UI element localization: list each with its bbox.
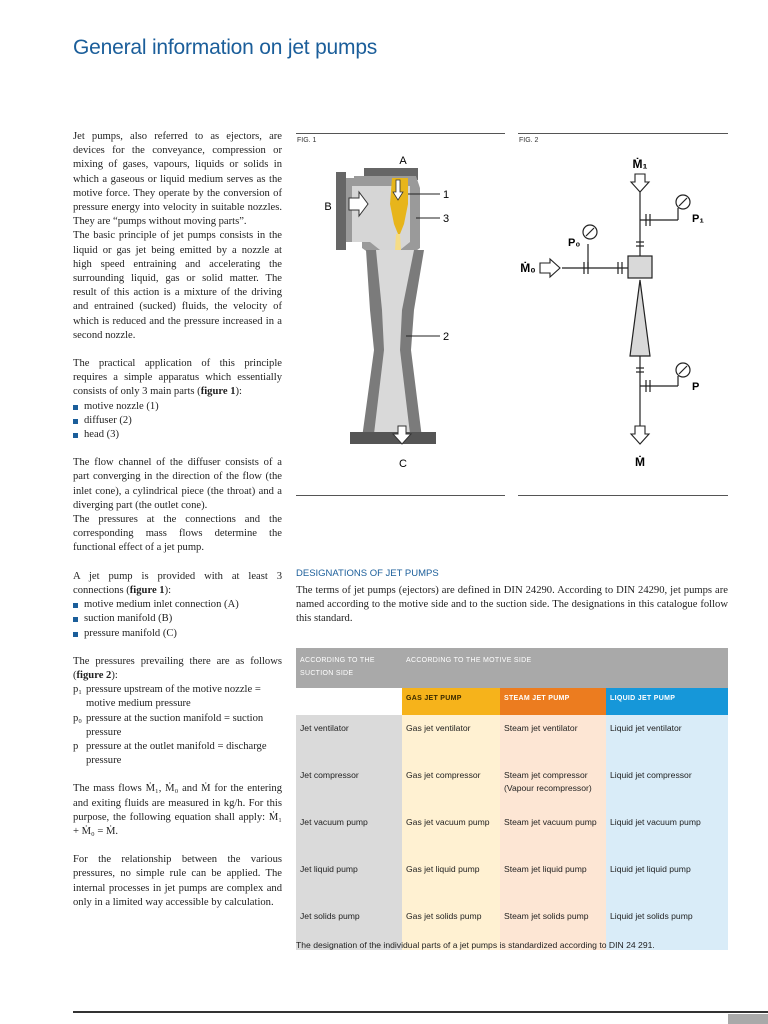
designations-table [296,648,728,950]
table-cell: Liquid jet ventilator [606,715,728,762]
blank-cell [296,688,402,715]
table-cell: Liquid jet solids pump [606,903,728,950]
label-m1: Ṁ₁ [632,157,648,171]
flow-channel-paragraph: The flow channel of the diffuser consists of a part converging in the direction of the flow (the inlet cone), a cylindrical piece (the throat) and a diverging part (the outlet cone). [73,457,282,511]
diffuser-symbol [630,280,650,356]
page-corner-tab [728,1014,768,1024]
col-steam-jet-pump: STEAM JET PUMP [500,688,606,715]
col-liquid-jet-pump: LIQUID JET PUMP [606,688,728,715]
designations-heading: DESIGNATIONS OF JET PUMPS [296,568,439,579]
intro-paragraph: Jet pumps, also referred to as ejectors, are devices for the conveyance, compression or mixing of gases, vapours, liquids or solids in which a gaseous or liquid medium serves as the motive force. They operate by the conversion of pressure energy into velocity in suitable nozzles. They are “pumps without moving parts”. [73,131,282,228]
connections-list [73,598,282,641]
principle-paragraph: The basic principle of jet pumps consists in the liquid or gas jet being emitted by a nozzle at high speed entraining and accelerating the surrounding liquid, gas or solid matter. The result of this action is a mixture of the driving and entrained (sucked) fluids, the velocity of which is reduced and the pressure increased in a second nozzle. [73,230,282,341]
fig2-label: FIG. 2 [519,137,539,144]
relationship-paragraph: For the relationship between the various pressures, no simple rule can be applied. The internal processes in jet pumps are complex and only in a limited way accessible by calculation. [73,854,282,908]
table-cell: Steam jet vacuum pump [500,809,606,856]
table-cell: Steam jet ventilator [500,715,606,762]
m1-arrow-icon [631,174,649,192]
table-cell: Liquid jet vacuum pump [606,809,728,856]
footer-rule [73,1011,768,1013]
table-cell: Gas jet vacuum pump [402,809,500,856]
table-cell: Gas jet solids pump [402,903,500,950]
fig1-top-rule [296,133,505,134]
label-3: 3 [443,213,450,225]
pressure-definition: p pressure at the outlet manifold = discharge pressure [73,740,267,767]
suction-flange [336,172,346,250]
label-p1: P₁ [692,213,704,225]
intro-text-column [73,130,282,910]
list-item: suction manifold (B) [73,612,282,626]
designations-text: The terms of jet pumps (ejectors) are defined in DIN 24290. According to DIN 24290, jet pumps are named according to the motive side and to the suction side. The designations in this catalogue follow this standard. [296,585,728,625]
label-c: C [399,458,407,470]
fig1-bottom-rule [296,495,505,496]
table-cell: Gas jet compressor [402,762,500,809]
pressure-definition: p₁ pressure upstream of the motive nozzle = motive medium pressure [73,684,261,710]
list-item: motive medium inlet connection (A) [73,598,282,612]
page-title: General information on jet pumps [73,36,378,59]
table-cell: Jet liquid pump [296,856,402,903]
list-item: diffuser (2) [73,414,282,428]
table-cell: Jet vacuum pump [296,809,402,856]
pressure-definition: p₀ pressure at the suction manifold = suction pressure [73,712,264,738]
label-m0: Ṁ₀ [520,261,536,275]
m0-arrow-icon [540,259,560,277]
fig1-jet-pump-diagram [296,150,506,472]
table-cell: Jet solids pump [296,903,402,950]
list-item: head (3) [73,428,282,442]
label-a: A [399,155,407,167]
list-item: pressure manifold (C) [73,627,282,641]
label-p: P [692,381,700,393]
label-m: Ṁ [635,455,645,469]
mass-flow-paragraph: The mass flows Ṁ₁, Ṁ₀ and Ṁ for the entering and exiting fluids are measured in kg/h. For this purpose, the following equation shall apply: Ṁ₁ + Ṁ₀ = Ṁ. [73,783,282,837]
table-row [296,762,728,809]
table-row [296,715,728,762]
main-parts-paragraph: The practical application of this principle requires a simple apparatus which essentially consists of only 3 main parts (figure 1): [73,358,282,398]
pressures-paragraph: The pressures at the connections and the corresponding mass flows determine the functional effect of a jet pump. [73,514,282,554]
fig2-flow-schematic [518,150,728,472]
m-arrow-icon [631,426,649,444]
table-cell: Steam jet compressor (Vapour recompressor) [500,762,606,809]
table-caption: The designation of the individual parts of a jet pumps is standardized according to DIN 24 291. [296,940,655,950]
pressures-intro-paragraph: The pressures prevailing there are as follows (figure 2): [73,655,282,681]
label-b: B [324,201,332,213]
table-row [296,809,728,856]
label-1: 1 [443,189,450,201]
fig1-label: FIG. 1 [297,137,317,144]
table-cell: Gas jet ventilator [402,715,500,762]
header-motive-side: ACCORDING TO THE MOTIVE SIDE [402,648,728,688]
label-2: 2 [443,331,450,343]
head-box [628,256,652,278]
table-cell: Jet ventilator [296,715,402,762]
table-row [296,856,728,903]
fig2-bottom-rule [518,495,728,496]
label-p0: P₀ [568,237,581,249]
table-cell: Liquid jet compressor [606,762,728,809]
fig2-top-rule [518,133,728,134]
connections-paragraph: A jet pump is provided with at least 3 connections (figure 1): [73,570,282,596]
table-cell: Liquid jet liquid pump [606,856,728,903]
table-cell: Steam jet solids pump [500,903,606,950]
table-cell: Gas jet liquid pump [402,856,500,903]
table-cell: Steam jet liquid pump [500,856,606,903]
main-parts-list [73,400,282,443]
col-gas-jet-pump: GAS JET PUMP [402,688,500,715]
table-cell: Jet compressor [296,762,402,809]
list-item: motive nozzle (1) [73,400,282,414]
header-suction-side: ACCORDING TO THE SUCTION SIDE [296,648,402,688]
